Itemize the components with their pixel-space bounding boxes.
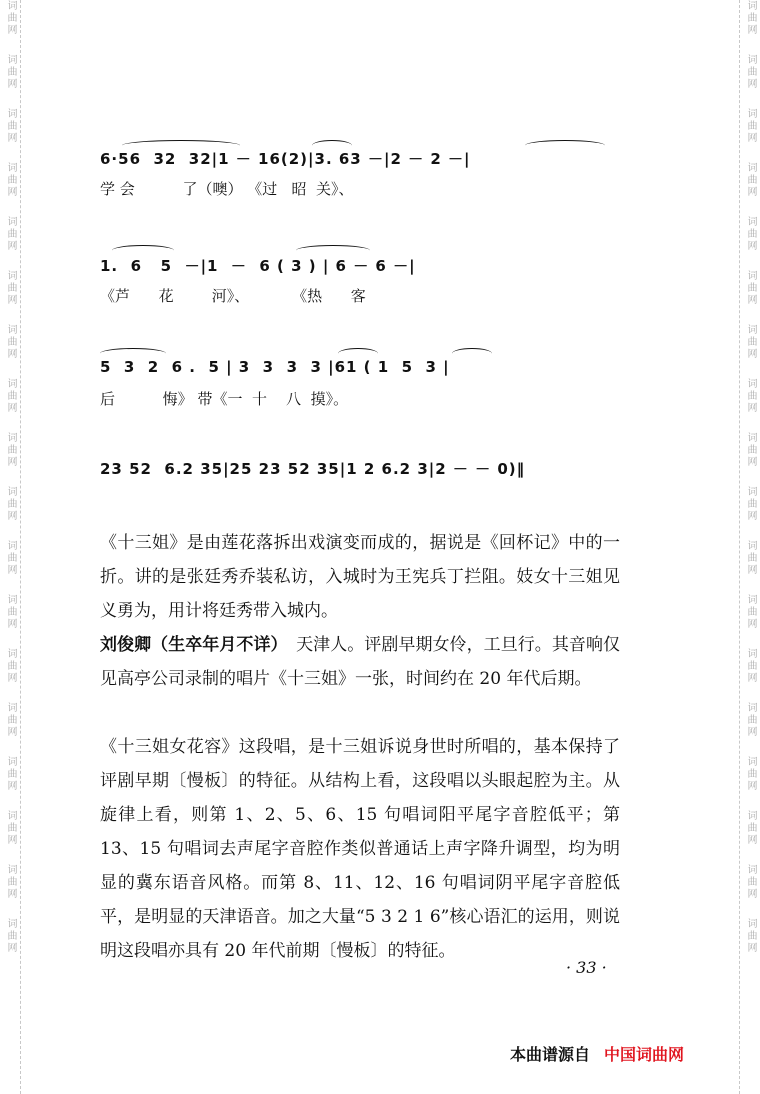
watermark-text: 词曲网 — [745, 378, 756, 414]
footer-source: 本曲谱源自 — [510, 1045, 591, 1064]
watermark-text: 词曲网 — [745, 432, 756, 468]
page-number: · 33 · — [566, 958, 607, 977]
watermark-text: 词曲网 — [745, 216, 756, 252]
slur — [296, 245, 370, 256]
entry-heading: 刘俊卿（生卒年月不详） — [100, 635, 280, 655]
watermark-text: 词曲网 — [5, 648, 16, 684]
paragraph-3 — [100, 730, 620, 968]
watermark-text: 词曲网 — [5, 594, 16, 630]
source-footer — [510, 1042, 684, 1065]
watermark-text: 词曲网 — [745, 108, 756, 144]
score-system-1 — [100, 148, 630, 198]
watermark-text: 词曲网 — [5, 702, 16, 738]
paragraph-text: 《十三姐女花容》这段唱，是十三姐诉说身世时所唱的，基本保持了评剧早期〔慢板〕的特征。从结构上看，这段唱以头眼起腔为主。从旋律上看，则第 1、2、5、6、15 句唱词阳平尾字音腔低平；第 13、15 句唱词去声尾字音腔作类似普通话上声字降升调型，均为明显的冀东语音风格。而第 8、11、12、16 句唱词阴平尾字音腔低平，是明显的天津语音。加之大量“5 3 2 1 6”核心语汇的运用，则说明这段唱亦具有 20 年代前期〔慢板〕的特征。 — [100, 737, 620, 961]
watermark-text: 词曲网 — [5, 864, 16, 900]
score-notes: 1. 6 5 －|1 － 6 ( 3 ) | 6 － 6 －| — [100, 257, 416, 275]
right-watermark-strip — [739, 0, 760, 1094]
slur — [338, 348, 378, 359]
score-lyrics: 后 悔》 带《一 十 八 摸》。 — [100, 390, 349, 408]
watermark-text: 词曲网 — [745, 540, 756, 576]
paragraph-text: 天津人。评剧早期女伶，工旦行。其音响仅见高亭公司录制的唱片《十三姐》一张，时间约在 20 年代后期。 — [100, 635, 621, 689]
footer-brand: 中国词曲网 — [604, 1045, 685, 1064]
slur — [112, 245, 174, 256]
watermark-text: 词曲网 — [5, 162, 16, 198]
watermark-text: 词曲网 — [745, 864, 756, 900]
score-notes: 6·56 32 32|1 － 16(2)|3. 63 －|2 － 2 －| — [100, 150, 471, 168]
watermark-text: 词曲网 — [745, 594, 756, 630]
paragraph-2 — [100, 628, 620, 696]
watermark-text: 词曲网 — [5, 216, 16, 252]
slur — [452, 348, 492, 359]
watermark-text: 词曲网 — [745, 162, 756, 198]
slur — [525, 140, 605, 151]
watermark-text: 词曲网 — [745, 810, 756, 846]
watermark-text: 词曲网 — [745, 756, 756, 792]
score-lyrics: 学 会 了（噢） 《过 昭 关》、 — [100, 180, 354, 198]
watermark-text: 词曲网 — [745, 54, 756, 90]
score-system-4 — [100, 458, 630, 480]
watermark-text: 词曲网 — [5, 756, 16, 792]
watermark-text: 词曲网 — [5, 54, 16, 90]
watermark-text: 词曲网 — [5, 324, 16, 360]
watermark-text: 词曲网 — [745, 324, 756, 360]
paragraph-text: 《十三姐》是由莲花落拆出戏演变而成的，据说是《回杯记》中的一折。讲的是张廷秀乔装私访，入城时为王宪兵丁拦阻。妓女十三姐见义勇为，用计将廷秀带入城内。 — [100, 533, 620, 621]
watermark-text: 词曲网 — [5, 0, 16, 36]
watermark-text: 词曲网 — [745, 0, 756, 36]
watermark-text: 词曲网 — [5, 810, 16, 846]
watermark-text: 词曲网 — [745, 702, 756, 738]
score-lyrics: 《芦 花 河》、 《热 客 — [100, 287, 366, 305]
watermark-text: 词曲网 — [5, 486, 16, 522]
score-notes: 23 52 6.2 35|25 23 52 35|1 2 6.2 3|2 － － 0)‖ — [100, 460, 526, 478]
slur — [100, 348, 166, 359]
score-system-2 — [100, 255, 630, 305]
watermark-text: 词曲网 — [745, 918, 756, 954]
watermark-text: 词曲网 — [745, 270, 756, 306]
watermark-text: 词曲网 — [5, 378, 16, 414]
slur — [122, 140, 240, 151]
watermark-text: 词曲网 — [5, 108, 16, 144]
watermark-text: 词曲网 — [745, 486, 756, 522]
left-watermark-strip — [0, 0, 21, 1094]
watermark-text: 词曲网 — [5, 432, 16, 468]
watermark-text: 词曲网 — [5, 918, 16, 954]
paragraph-1 — [100, 526, 620, 628]
watermark-text: 词曲网 — [745, 648, 756, 684]
watermark-text: 词曲网 — [5, 540, 16, 576]
slur — [312, 140, 352, 151]
watermark-text: 词曲网 — [5, 270, 16, 306]
score-notes: 5 3 2 6 . 5 | 3 3 3 3 |61 ( 1 5 3 | — [100, 358, 450, 376]
score-system-3 — [100, 358, 630, 408]
